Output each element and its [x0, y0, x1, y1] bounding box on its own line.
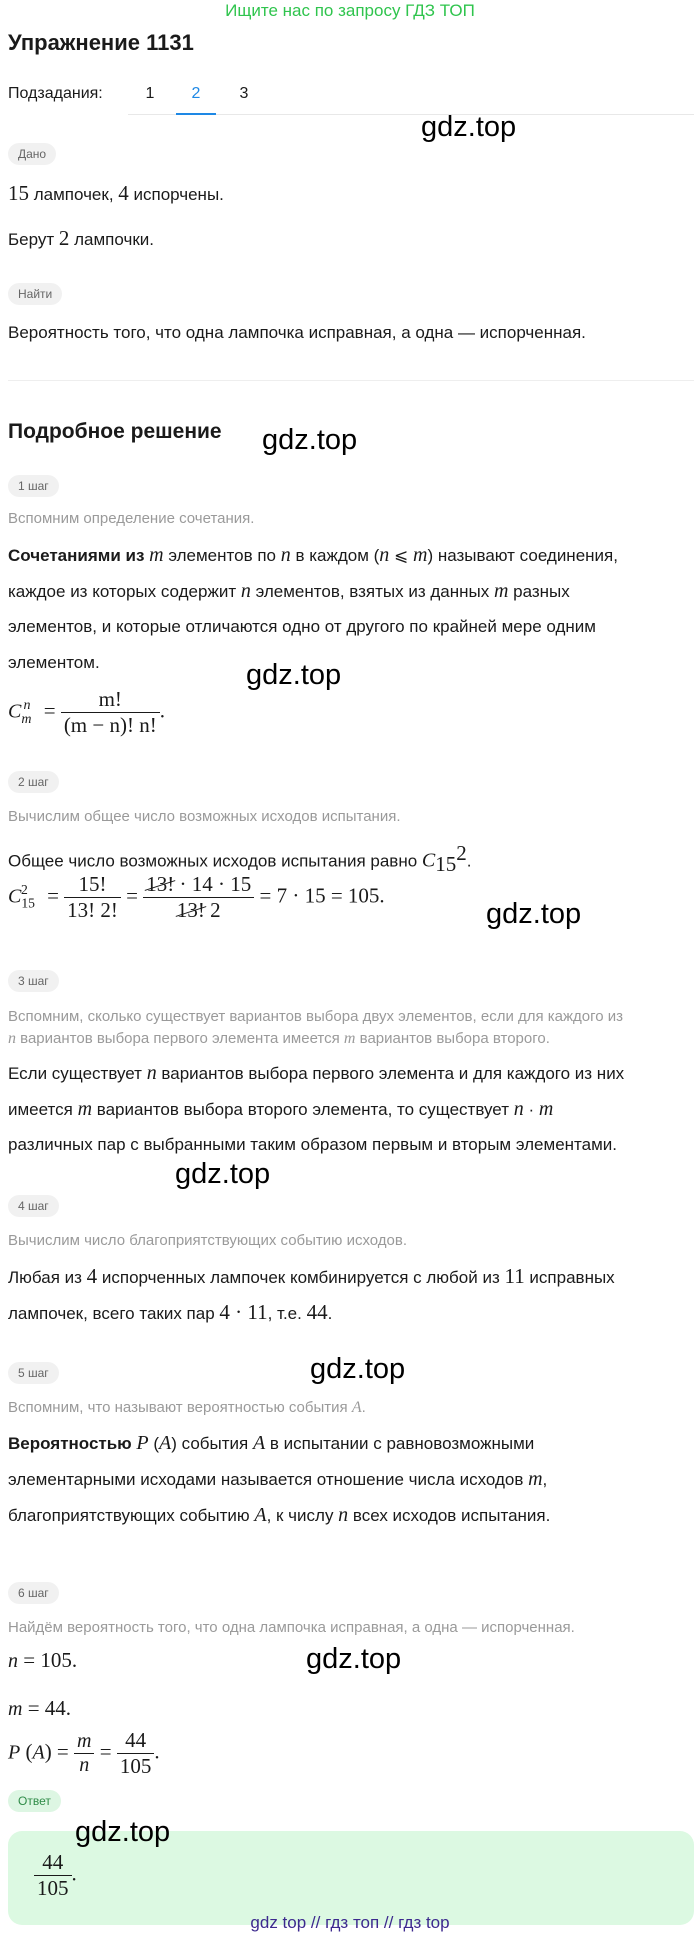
total-outcomes-formula: $C_{15}^2$ = $\frac{15!}{13! 2!}$ = $\frac{13! \cdot 14 \cdot 15}{13! 2}$ = 7 · 15 = 105.: [8, 872, 385, 922]
step-3-line-2: имеется m вариантов выбора второго элемента, то существует n · m: [8, 1098, 554, 1120]
step-3-hint-1: Вспомним, сколько существует вариантов выбора двух элементов, если для каждого из: [8, 1008, 624, 1025]
combination-formula: $C_m^n$ = $\frac{m!}{(m - n)! n!}$ .: [8, 687, 165, 737]
subtasks-label: Подзадания:: [8, 85, 103, 102]
step-3-line-1: Если существует n вариантов выбора первого элемента и для каждого из них: [8, 1062, 625, 1084]
given-line-1: [8, 175, 224, 213]
step-5-hint: Вспомним, что называют вероятностью события A.: [8, 1399, 366, 1416]
watermark: gdz.top: [306, 1643, 402, 1675]
step-2-text: Общее число возможных исходов испытания равно $C_{15}^2$.: [8, 841, 472, 877]
step-2-badge: 2 шаг: [8, 771, 59, 793]
step-3-hint-2: n вариантов выбора первого элемента имеется m вариантов выбора второго.: [8, 1030, 550, 1047]
watermark: gdz.top: [310, 1353, 406, 1385]
active-tab-indicator: [176, 113, 216, 115]
given-taken-count: 2: [58, 226, 70, 250]
step-2-hint: Вычислим общее число возможных исходов испытания.: [8, 808, 401, 825]
probability-formula: P (A) = $\frac{m}{n}$ = $\frac{44}{105}$ .: [8, 1728, 160, 1778]
given-line-2: [8, 220, 154, 258]
page-title: Упражнение 1131: [8, 30, 194, 55]
step-4-badge: 4 шаг: [8, 1195, 59, 1217]
given-total-count: 15: [8, 181, 29, 205]
step-5-badge: 5 шаг: [8, 1362, 59, 1384]
step-3-badge: 3 шаг: [8, 970, 59, 992]
watermark: gdz.top: [246, 659, 342, 691]
total-outcomes-result: = 7 · 15 = 105.: [259, 883, 385, 908]
step-6-badge: 6 шаг: [8, 1582, 59, 1604]
answer-badge: Ответ: [8, 1790, 61, 1812]
step-1-badge: 1 шаг: [8, 475, 59, 497]
watermark: gdz.top: [262, 424, 358, 456]
step-1-line-4: элементом.: [8, 653, 100, 672]
step-5-line-3: благоприятствующих событию A, к числу n всех исходов испытания.: [8, 1504, 551, 1526]
watermark: gdz.top: [175, 1158, 271, 1190]
find-text: Вероятность того, что одна лампочка исправная, а одна — испорченная.: [8, 323, 586, 342]
answer-value: $\frac{44}{105}$ .: [34, 1850, 77, 1901]
given-text: лампочки.: [69, 230, 154, 249]
step-4-line-2: лампочек, всего таких пар 4 · 11, т.е. 44.: [8, 1300, 333, 1324]
step-4-hint: Вычислим число благоприятствующих событию исходов.: [8, 1232, 408, 1249]
step-5-line-1: Вероятностью P (A) события A в испытании с равновозможными: [8, 1432, 535, 1454]
step-3-line-3: различных пар с выбранными таким образом первым и вторым элементами.: [8, 1135, 618, 1154]
n-value: n = 105.: [8, 1648, 78, 1672]
promo-banner[interactable]: Ищите нас по запросу ГДЗ ТОП: [225, 1, 475, 20]
given-broken-count: 4: [118, 181, 129, 205]
term-probability: Вероятностью: [8, 1434, 137, 1453]
footer-links[interactable]: gdz top // гдз топ // гдз top: [250, 1913, 450, 1932]
given-text: лампочек,: [29, 185, 119, 204]
step-5-line-2: элементарными исходами называется отношение числа исходов m,: [8, 1468, 548, 1490]
watermark: gdz.top: [421, 111, 517, 143]
step-1-hint: Вспомним определение сочетания.: [8, 510, 255, 527]
watermark: gdz.top: [75, 1816, 171, 1848]
step-4-line-1: Любая из 4 испорченных лампочек комбинируется с любой из 11 исправных: [8, 1264, 615, 1288]
tab-subtask-2[interactable]: 2: [191, 85, 201, 102]
step-1-line-1: Сочетаниями из m элементов по n в каждом (n ⩽ m) называют соединения,: [8, 544, 618, 566]
section-divider: [8, 380, 694, 381]
tab-subtask-1[interactable]: 1: [145, 85, 155, 102]
step-1-line-3: элементов, и которые отличаются одно от другого по крайней мере одним: [8, 617, 596, 636]
term-combinations: Сочетаниями из: [8, 546, 150, 565]
find-badge: Найти: [8, 283, 62, 305]
m-value: m = 44.: [8, 1696, 72, 1720]
step-6-hint: Найдём вероятность того, что одна лампочка исправная, а одна — испорченная.: [8, 1619, 575, 1636]
given-badge: Дано: [8, 143, 56, 165]
watermark: gdz.top: [486, 898, 582, 930]
step-1-line-2: каждое из которых содержит n элементов, взятых из данных m разных: [8, 580, 570, 602]
solution-title: Подробное решение: [8, 420, 222, 443]
tab-subtask-3[interactable]: 3: [239, 85, 249, 102]
given-text: Берут: [8, 230, 59, 249]
given-text: испорчены.: [128, 185, 224, 204]
